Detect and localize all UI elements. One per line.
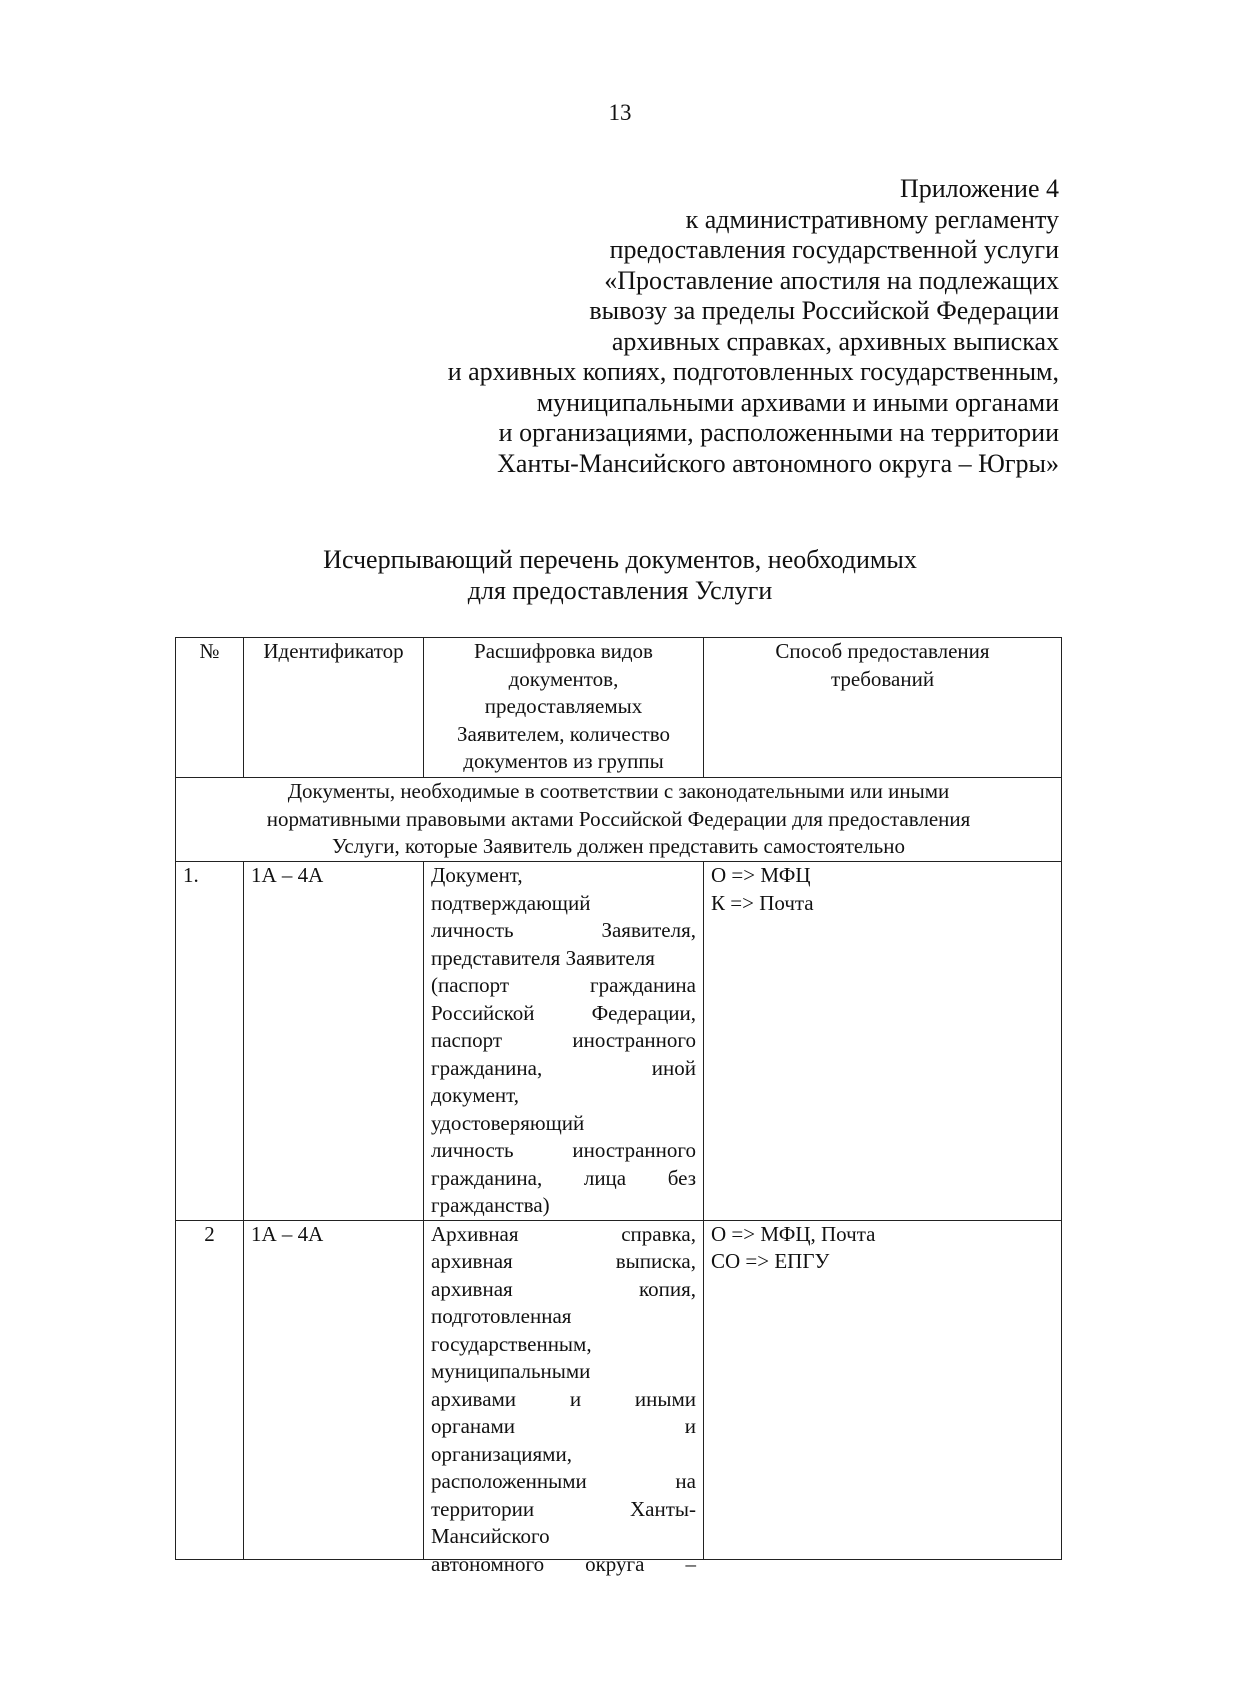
- description-line: организациями,: [431, 1441, 572, 1466]
- title-line: Исчерпывающий перечень документов, необходимых: [323, 545, 917, 574]
- description-line: органами и: [431, 1414, 696, 1438]
- description-line: расположенными на: [431, 1469, 696, 1493]
- row-description: [424, 862, 704, 1221]
- description-line: Архивная справка,: [431, 1221, 696, 1246]
- description-line: удостоверяющий: [431, 1110, 585, 1135]
- row-identifier: 1А – 4А: [244, 1220, 424, 1559]
- header-method: [704, 638, 1062, 778]
- appendix-line: предоставления государственной услуги: [609, 235, 1059, 264]
- header-num: №: [176, 638, 244, 778]
- appendix-header: [448, 174, 1059, 479]
- description-line: документ,: [431, 1083, 520, 1107]
- description-line: Документ,: [431, 863, 523, 887]
- description-line: личность иностранного: [431, 1138, 696, 1162]
- section-line: Документы, необходимые в соответствии с законодательными или иными: [287, 779, 950, 803]
- appendix-line: архивных справках, архивных выписках: [611, 326, 1059, 356]
- description-line: архивами и иными: [431, 1386, 696, 1411]
- description-line: личность Заявителя,: [431, 918, 696, 942]
- description-line: территории Ханты-: [431, 1496, 696, 1521]
- description-line: архивная выписка,: [431, 1249, 696, 1273]
- title-line: для предоставления Услуги: [467, 576, 773, 605]
- method-line: СО => ЕПГУ: [711, 1249, 830, 1273]
- description-line: представителя Заявителя: [431, 945, 655, 970]
- row-method: [704, 1220, 1062, 1559]
- table-section-row: [176, 778, 1062, 862]
- method-line: О => МФЦ: [711, 863, 811, 887]
- section-line: Услуги, которые Заявитель должен представить самостоятельно: [331, 834, 905, 858]
- appendix-line: и организациями, расположенными на территории: [498, 418, 1059, 447]
- description-line: подготовленная: [431, 1304, 572, 1328]
- header-description-line: Заявителем, количество: [457, 721, 670, 746]
- description-line: гражданина, иной: [431, 1055, 696, 1080]
- header-identifier: Идентификатор: [244, 638, 424, 778]
- header-description-line: документов из группы: [463, 749, 664, 773]
- row-identifier: 1А – 4А: [244, 862, 424, 1221]
- documents-table: [175, 637, 1062, 1576]
- method-line: К => Почта: [711, 890, 814, 915]
- appendix-line: Приложение 4: [899, 174, 1059, 203]
- description-line: гражданина, лица без: [431, 1165, 696, 1190]
- description-line: Российской Федерации,: [431, 1000, 696, 1025]
- table-row: [176, 1220, 1062, 1559]
- header-method-line: Способ предоставления: [775, 639, 990, 663]
- description-line: государственным,: [431, 1331, 592, 1356]
- appendix-line: вывозу за пределы Российской Федерации: [589, 296, 1059, 325]
- row-num: 2: [176, 1220, 244, 1559]
- document-title: [250, 544, 990, 606]
- appendix-line: к административному регламенту: [685, 204, 1059, 234]
- section-heading: [176, 778, 1062, 862]
- row-method: [704, 862, 1062, 1221]
- appendix-line: и архивных копиях, подготовленных государственным,: [447, 357, 1059, 386]
- header-method-line: требований: [830, 666, 935, 691]
- header-description-line: документов,: [508, 666, 619, 691]
- appendix-line: Ханты-Мансийского автономного округа – Югры»: [497, 448, 1059, 478]
- description-line: (паспорт гражданина: [431, 973, 696, 997]
- appendix-line: муниципальными архивами и иными органами: [536, 387, 1059, 417]
- description-line: подтверждающий: [431, 890, 591, 915]
- page-number: 13: [608, 100, 632, 125]
- header-description-line: предоставляемых: [484, 694, 643, 718]
- description-line: Мансийского: [431, 1524, 550, 1548]
- description-line: автономного округа –: [431, 1551, 696, 1576]
- appendix-line: «Проставление апостиля на подлежащих: [604, 265, 1059, 295]
- row-description: [424, 1220, 704, 1576]
- method-line: О => МФЦ, Почта: [711, 1221, 876, 1246]
- description-line: паспорт иностранного: [431, 1028, 696, 1052]
- table-header-row: [176, 638, 1062, 778]
- row-num: 1.: [176, 862, 244, 1221]
- description-line: муниципальными: [431, 1359, 591, 1383]
- header-description: [424, 638, 704, 778]
- description-line: архивная копия,: [431, 1276, 696, 1301]
- header-description-line: Расшифровка видов: [474, 639, 653, 663]
- description-line: гражданства): [431, 1193, 550, 1217]
- section-line: нормативными правовыми актами Российской Федерации для предоставления: [266, 806, 971, 831]
- table-row: [176, 862, 1062, 1221]
